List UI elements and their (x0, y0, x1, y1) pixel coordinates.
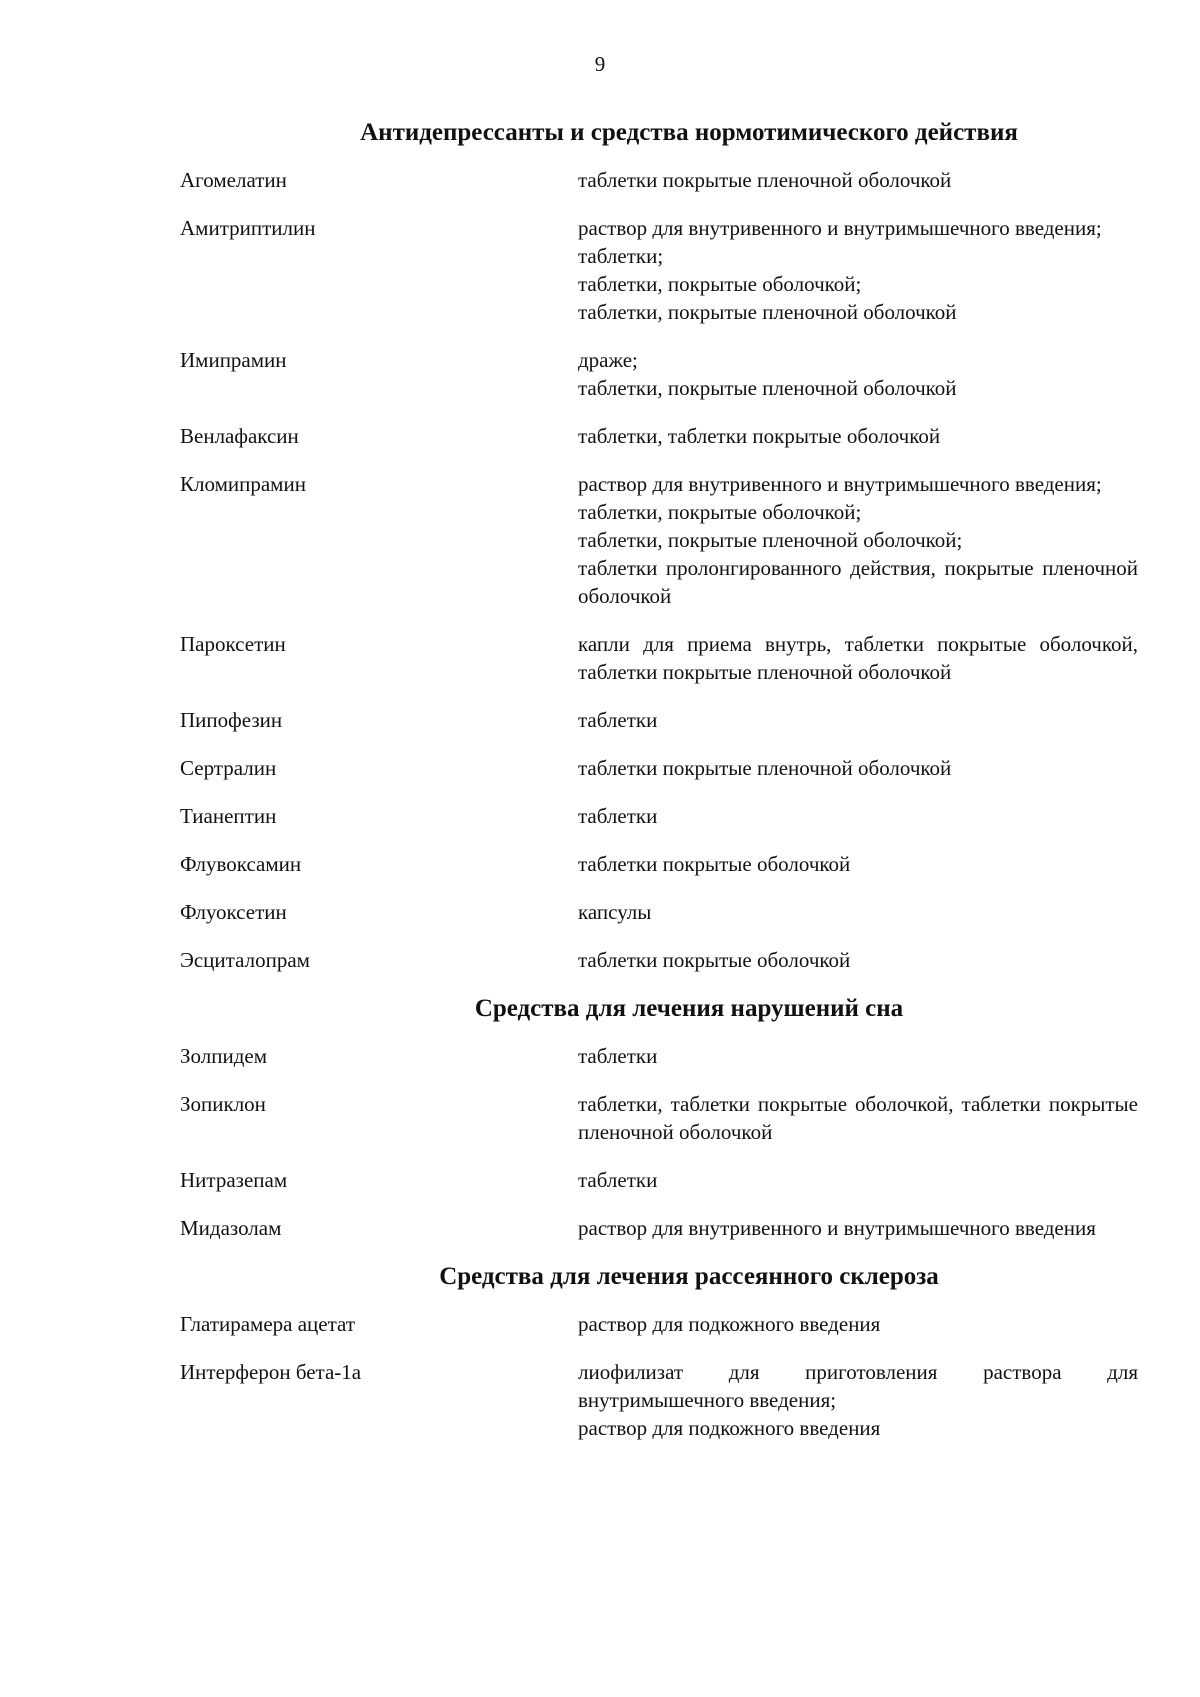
drug-row (180, 1358, 1138, 1442)
drug-name: Агомелатин (180, 168, 287, 192)
drug-name: Имипрамин (180, 348, 287, 372)
drug-row (180, 1310, 1138, 1338)
dosage-form-line: таблетки, покрытые оболочкой; (578, 500, 862, 524)
dosage-form-line: таблетки (578, 708, 658, 732)
drug-row (180, 1090, 1138, 1146)
section (180, 118, 1138, 974)
section (180, 994, 1138, 1242)
section (180, 1262, 1138, 1442)
dosage-forms (578, 422, 1138, 450)
dosage-forms (578, 214, 1138, 326)
drug-name: Нитразепам (180, 1168, 288, 1192)
drug-row (180, 630, 1138, 686)
dosage-forms (578, 850, 1138, 878)
dosage-form-line: капли для приема внутрь, таблетки покрытые оболочкой, таблетки покрытые пленочной оболочкой (578, 632, 1138, 684)
drug-row (180, 470, 1138, 610)
dosage-form-line: раствор для внутривенного и внутримышечного введения; (578, 472, 1102, 496)
drug-name: Пароксетин (180, 632, 286, 656)
drug-name: Флувоксамин (180, 852, 302, 876)
drug-row (180, 706, 1138, 734)
dosage-form-line: раствор для внутривенного и внутримышечного введения (578, 1216, 1096, 1240)
dosage-form-line: таблетки, таблетки покрытые оболочкой (578, 424, 941, 448)
dosage-forms (578, 802, 1138, 830)
dosage-form-line: таблетки, покрытые оболочкой; (578, 272, 862, 296)
drug-name: Тианептин (180, 804, 277, 828)
dosage-form-line: раствор для внутривенного и внутримышечного введения; (578, 216, 1102, 240)
page-number: 9 (594, 52, 606, 76)
dosage-forms (578, 470, 1138, 610)
section-title: Средства для лечения рассеянного склероза (439, 1263, 939, 1290)
dosage-form-line: таблетки пролонгированного действия, покрытые пленочной оболочкой (578, 556, 1138, 608)
drug-name: Зопиклон (180, 1092, 266, 1116)
drug-name: Эсциталопрам (180, 948, 310, 972)
drug-name: Амитриптилин (180, 216, 316, 240)
section-title: Антидепрессанты и средства нормотимического действия (360, 119, 1018, 146)
drug-row (180, 754, 1138, 782)
dosage-form-line: таблетки покрытые оболочкой (578, 948, 851, 972)
drug-row (180, 802, 1138, 830)
drug-row (180, 1214, 1138, 1242)
drug-name: Венлафаксин (180, 424, 299, 448)
dosage-form-line: раствор для подкожного введения (578, 1416, 881, 1440)
drug-name: Золпидем (180, 1044, 267, 1068)
dosage-form-line: драже; (578, 348, 638, 372)
dosage-form-line: раствор для подкожного введения (578, 1312, 881, 1336)
drug-name: Глатирамера ацетат (180, 1312, 356, 1336)
drug-name: Сертралин (180, 756, 277, 780)
dosage-forms (578, 898, 1138, 926)
dosage-form-line: таблетки (578, 1044, 658, 1068)
drug-row (180, 850, 1138, 878)
drug-list (180, 118, 1138, 1462)
drug-row (180, 166, 1138, 194)
dosage-form-line: таблетки, таблетки покрытые оболочкой, таблетки покрытые пленочной оболочкой (578, 1092, 1138, 1144)
dosage-form-line: таблетки покрытые пленочной оболочкой (578, 168, 952, 192)
dosage-form-line: таблетки, покрытые пленочной оболочкой; (578, 528, 963, 552)
drug-row (180, 214, 1138, 326)
dosage-forms (578, 946, 1138, 974)
drug-row (180, 1042, 1138, 1070)
drug-name: Кломипрамин (180, 472, 306, 496)
drug-name: Интерферон бета-1а (180, 1360, 362, 1384)
dosage-forms (578, 630, 1138, 686)
dosage-form-line: таблетки, покрытые пленочной оболочкой (578, 300, 957, 324)
section-title: Средства для лечения нарушений сна (474, 995, 904, 1022)
drug-name: Флуоксетин (180, 900, 287, 924)
drug-row (180, 422, 1138, 450)
dosage-forms (578, 1166, 1138, 1194)
dosage-form-line: таблетки покрытые оболочкой (578, 852, 851, 876)
dosage-form-line: лиофилизат для приготовления раствора для внутримышечного введения; (578, 1360, 1138, 1412)
drug-name: Пипофезин (180, 708, 283, 732)
drug-row (180, 1166, 1138, 1194)
dosage-forms (578, 1310, 1138, 1338)
drug-row (180, 346, 1138, 402)
dosage-form-line: таблетки; (578, 244, 664, 268)
dosage-forms (578, 1358, 1138, 1442)
drug-name: Мидазолам (180, 1216, 282, 1240)
dosage-forms (578, 166, 1138, 194)
drug-row (180, 898, 1138, 926)
dosage-forms (578, 1042, 1138, 1070)
dosage-form-line: таблетки, покрытые пленочной оболочкой (578, 376, 957, 400)
dosage-form-line: таблетки (578, 804, 658, 828)
dosage-forms (578, 754, 1138, 782)
dosage-form-line: таблетки (578, 1168, 658, 1192)
dosage-forms (578, 706, 1138, 734)
drug-row (180, 946, 1138, 974)
dosage-forms (578, 346, 1138, 402)
dosage-form-line: таблетки покрытые пленочной оболочкой (578, 756, 952, 780)
dosage-forms (578, 1214, 1138, 1242)
dosage-form-line: капсулы (578, 900, 652, 924)
dosage-forms (578, 1090, 1138, 1146)
